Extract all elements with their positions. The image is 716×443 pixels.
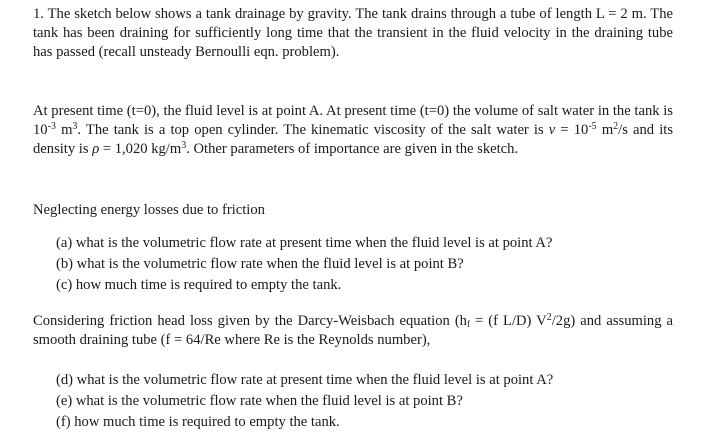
question-d: (d) what is the volumetric flow rate at present time when the fluid level is at point A? — [56, 372, 554, 388]
rho-symbol: ρ — [92, 141, 100, 157]
question-f: (f) how much time is required to empty the tank. — [56, 414, 340, 430]
friction-text-2: = (f L/D) V — [469, 313, 547, 329]
intro-text: 1. The sketch below shows a tank drainage by gravity. The tank drains through a tube of length L = 2 m. The tank has been draining for sufficiently long time that the transient in the fluid velocity in the draining tube has passed (recall unsteady Bernoulli eqn. problem). — [33, 6, 673, 60]
viscosity-unit-exponent: 2 — [613, 121, 619, 132]
conditions-text-1: At present time (t=0), the fluid level is at point A. At present time (t=0) the volume of salt water in the tank is 10 — [33, 103, 673, 138]
problem-intro-paragraph — [33, 5, 673, 62]
conditions-text-4: /s and its density is — [33, 122, 674, 157]
question-e: (e) what is the volumetric flow rate when the fluid level is at point B? — [56, 393, 463, 409]
volume-unit-exponent: 3 — [72, 121, 78, 132]
friction-questions — [56, 370, 696, 433]
viscosity-exponent: -5 — [588, 121, 597, 132]
conditions-text-5: = 1,020 kg/m — [99, 141, 182, 157]
head-loss-subscript: f — [466, 319, 470, 329]
frictionless-heading — [33, 201, 673, 220]
question-c: (c) how much time is required to empty the tank. — [56, 277, 342, 293]
density-unit-exponent: 3 — [181, 140, 187, 151]
conditions-text-6: . Other parameters of importance are given in the sketch. — [186, 141, 519, 157]
question-a: (a) what is the volumetric flow rate at present time when the fluid level is at point A? — [56, 235, 553, 251]
conditions-unit-1: m — [55, 122, 73, 138]
frictionless-text: Neglecting energy losses due to friction — [33, 202, 265, 218]
conditions-text-2: . The tank is a top open cylinder. The kinematic viscosity of the salt water is — [77, 122, 549, 138]
friction-text-1: Considering friction head loss given by the Darcy-Weisbach equation (h — [33, 313, 467, 329]
conditions-text-3: = 10 — [555, 122, 589, 138]
volume-exponent: -3 — [47, 121, 56, 132]
frictionless-questions — [56, 233, 696, 296]
conditions-unit-2: m — [596, 122, 614, 138]
friction-text-3: /2g) and assuming a smooth draining tube (f = 64/Re where Re is the Reynolds number), — [33, 313, 674, 348]
problem-conditions-paragraph — [33, 102, 673, 159]
question-b: (b) what is the volumetric flow rate when the fluid level is at point B? — [56, 256, 464, 272]
velocity-exponent: 2 — [546, 312, 552, 323]
nu-symbol: ν — [548, 122, 556, 138]
friction-paragraph — [33, 312, 673, 350]
